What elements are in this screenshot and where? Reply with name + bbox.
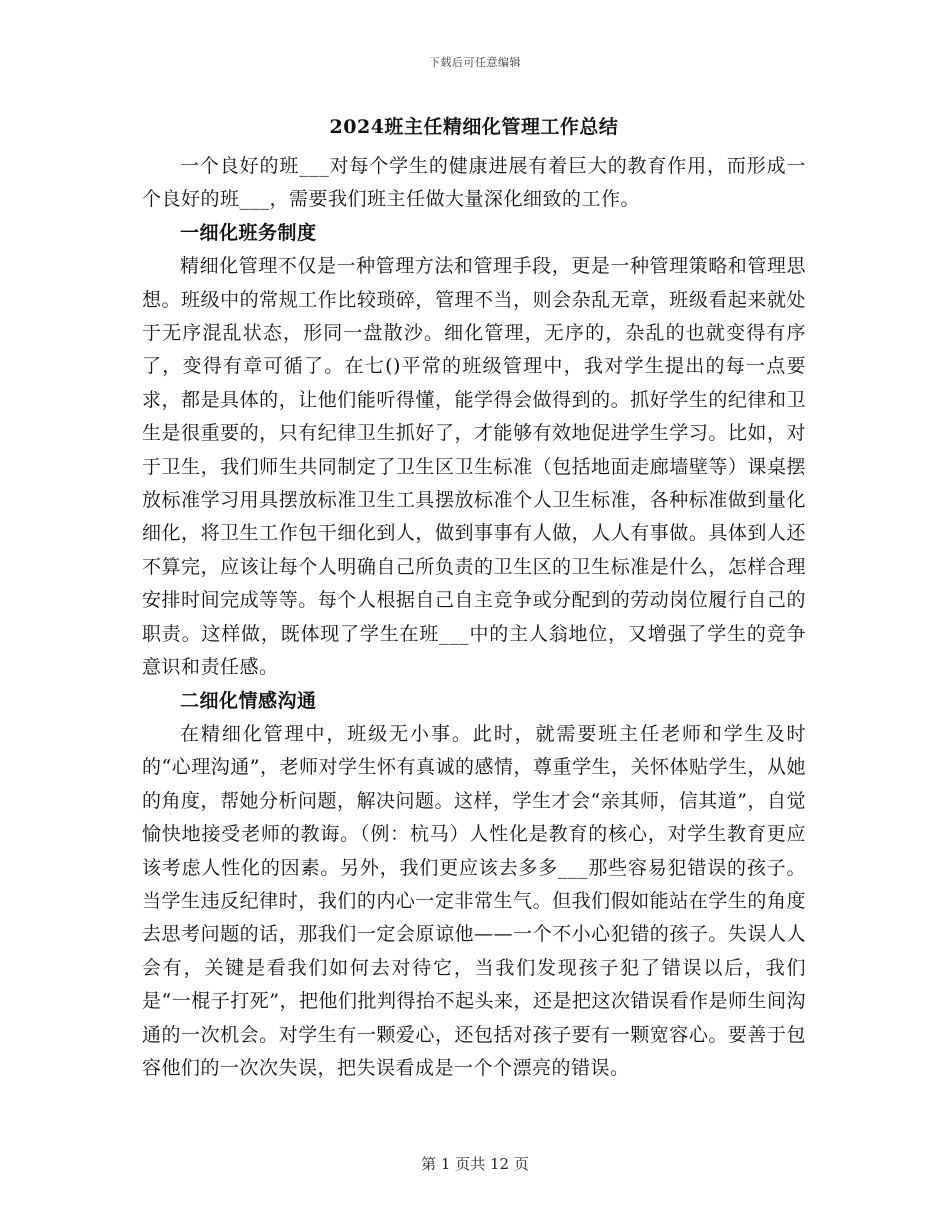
section-paragraph: 精细化管理不仅是一种管理方法和管理手段，更是一种管理策略和管理思想。班级中的常规工作比较琐碎，管理不当，则会杂乱无章，班级看起来就处于无序混乱状态，形同一盘散沙。细化管理，无序的，杂乱的也就变得有序了，变得有章可循了。在七()平常的班级管理中，我对学生提出的每一点要求，都是具体的，让他们能听得懂，能学得会做得到的。抓好学生的纪律和卫生是很重要的，只有纪律卫生抓好了，才能够有效地促进学生学习。比如，对于卫生，我们师生共同制定了卫生区卫生标准（包括地面走廊墙壁等）课桌摆放标准学习用具摆放标准卫生工具摆放标准个人卫生标准，各种标准做到量化细化，将卫生工作包干细化到人，做到事事有人做，人人有事做。具体到人还不算完，应该让每个人明确自己所负责的卫生区的卫生标准是什么，怎样合理安排时间完成等等。每个人根据自己自主竞争或分配到的劳动岗位履行自己的职责。这样做，既体现了学生在班___中的主人翁地位，又增强了学生的竞争意识和责任感。 [142, 255, 806, 679]
intro-paragraph: 一个良好的班___对每个学生的健康进展有着巨大的教育作用，而形成一个良好的班___，需要我们班主任做大量深化细致的工作。 [142, 155, 806, 211]
section-heading: 二细化情感沟通 [180, 689, 317, 712]
document-content [142, 110, 806, 1085]
section-paragraph: 在精细化管理中，班级无小事。此时，就需要班主任老师和学生及时的“心理沟通”，老师对学生怀有真诚的感情，尊重学生，关怀体贴学生，从她的角度，帮她分析问题，解决问题。这样，学生才会“亲其师，信其道”，自觉愉快地接受老师的教诲。（例：杭马）人性化是教育的核心，对学生教育更应该考虑人性化的因素。另外，我们更应该去多多___那些容易犯错误的孩子。当学生违反纪律时，我们的内心一定非常生气。但我们假如能站在学生的角度去思考问题的话，那我们一定会原谅他——一个不小心犯错的孩子。失误人人会有，关键是看我们如何去对待它，当我们发现孩子犯了错误以后，我们是“一棍子打死”，把他们批判得抬不起头来，还是把这次错误看作是师生间沟通的一次机会。对学生有一颗爱心，还包括对孩子要有一颗宽容心。要善于包容他们的一次次失误，把失误看成是一个个漂亮的错误。 [142, 722, 806, 1079]
page-number: 第 1 页共 12 页 [421, 1155, 529, 1173]
section-heading: 一细化班务制度 [180, 221, 317, 244]
section-1 [142, 217, 806, 685]
document-title: 2024班主任精细化管理工作总结 [329, 116, 619, 138]
section-2 [142, 685, 806, 1086]
header-note: 下载后可任意编辑 [429, 56, 521, 69]
